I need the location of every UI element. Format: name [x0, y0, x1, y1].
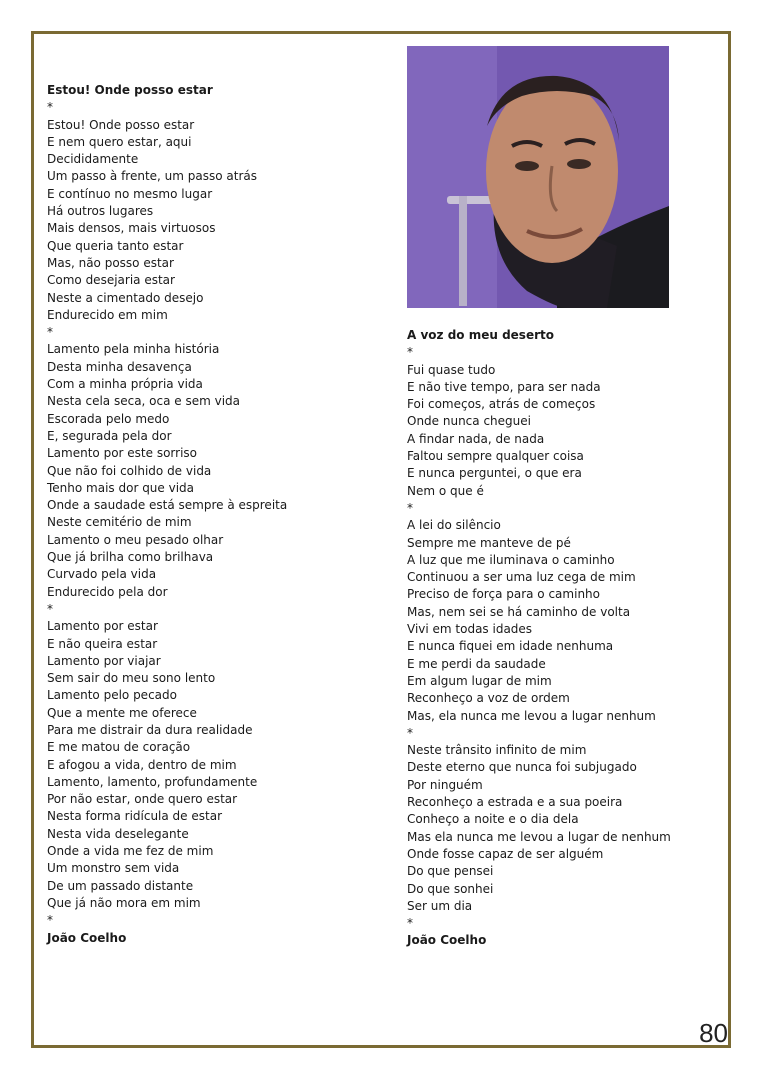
poem-line: Endurecido pela dor: [47, 584, 168, 599]
poem-line: Lamento o meu pesado olhar: [47, 532, 224, 547]
poem-line: Neste a cimentado desejo: [47, 290, 204, 305]
poem-line: Mas, não posso estar: [47, 255, 174, 270]
poem-right: [407, 327, 671, 950]
poem-line: E não tive tempo, para ser nada: [407, 379, 601, 394]
poem-line: E nunca fiquei em idade nenhuma: [407, 639, 614, 654]
poem-line: Lamento por estar: [47, 619, 158, 634]
poem-line: Reconheço a voz de ordem: [407, 691, 570, 706]
poem-line: Lamento por este sorriso: [47, 446, 197, 461]
poem-line: Curvado pela vida: [47, 567, 157, 582]
poem-line: Decididamente: [47, 152, 139, 167]
poem-line: Reconheço a estrada e a sua poeira: [407, 795, 623, 810]
poem-line: Onde a vida me fez de mim: [47, 844, 214, 859]
poem-line: Com a minha própria vida: [47, 377, 203, 392]
poem-line: Que não foi colhido de vida: [47, 463, 212, 478]
poem-line: Do que pensei: [407, 864, 494, 879]
poem-line: Desta minha desavença: [47, 359, 192, 374]
poem-line: Faltou sempre qualquer coisa: [407, 449, 584, 464]
poem-line: Do que sonhei: [407, 881, 494, 896]
poem-line: Nem o que é: [407, 483, 484, 498]
poem-line: Onde fosse capaz de ser alguém: [407, 846, 604, 861]
poem-line: *: [47, 913, 53, 928]
poem-line: Estou! Onde posso estar: [47, 117, 195, 132]
poem-author: João Coelho: [47, 930, 127, 945]
poem-title: Estou! Onde posso estar: [47, 83, 213, 97]
poem-line: Sem sair do meu sono lento: [47, 671, 216, 686]
poem-line: Para me distrair da dura realidade: [47, 722, 253, 737]
poem-line: E nunca perguntei, o que era: [407, 466, 582, 481]
poem-line: Há outros lugares: [47, 204, 154, 219]
poem-line: Preciso de força para o caminho: [407, 587, 600, 602]
poem-line: Que já brilha como brilhava: [47, 550, 214, 565]
poem-line: *: [407, 916, 413, 931]
poem-title: A voz do meu deserto: [407, 328, 554, 342]
poem-line: De um passado distante: [47, 878, 194, 893]
poem-line: E me matou de coração: [47, 740, 191, 755]
poem-line: E me perdi da saudade: [407, 656, 546, 671]
poem-line: Foi começos, atrás de começos: [407, 397, 596, 412]
poem-line: *: [407, 725, 413, 740]
poem-line: Lamento pela minha história: [47, 342, 220, 357]
poem-line: Deste eterno que nunca foi subjugado: [407, 760, 637, 775]
portrait-illustration: [407, 46, 669, 308]
poem-line: Como desejaria estar: [47, 273, 175, 288]
poem-line: *: [407, 500, 413, 515]
poem-line: *: [47, 100, 53, 115]
poem-line: Por ninguém: [407, 777, 483, 792]
poem-line: Endurecido em mim: [47, 307, 168, 322]
poem-line: Onde a saudade está sempre à espreita: [47, 498, 288, 513]
page-number: 80: [699, 1018, 728, 1048]
poem-line: Que queria tanto estar: [47, 238, 184, 253]
poem-line: E afogou a vida, dentro de mim: [47, 757, 237, 772]
poem-line: Escorada pelo medo: [47, 411, 170, 426]
poem-line: Sempre me manteve de pé: [407, 535, 571, 550]
poem-line: Tenho mais dor que vida: [47, 480, 195, 495]
poem-line: Neste trânsito infinito de mim: [407, 743, 587, 758]
poem-line: Lamento pelo pecado: [47, 688, 177, 703]
poem-line: Fui quase tudo: [407, 362, 496, 377]
poem-line: Mais densos, mais virtuosos: [47, 221, 216, 236]
poem-author: João Coelho: [407, 933, 487, 948]
author-portrait-photo: [407, 46, 669, 308]
poem-line: E contínuo no mesmo lugar: [47, 186, 213, 201]
poem-line: Lamento por viajar: [47, 653, 161, 668]
poem-line: Em algum lugar de mim: [407, 673, 552, 688]
poem-line: Um monstro sem vida: [47, 861, 180, 876]
poem-line: *: [47, 325, 53, 340]
poem-left: [47, 82, 287, 947]
poem-line: Nesta cela seca, oca e sem vida: [47, 394, 241, 409]
poem-line: A luz que me iluminava o caminho: [407, 552, 615, 567]
poem-line: *: [47, 601, 53, 616]
poem-line: Que a mente me oferece: [47, 705, 197, 720]
poem-line: Um passo à frente, um passo atrás: [47, 169, 258, 184]
poem-line: Onde nunca cheguei: [407, 414, 531, 429]
poem-line: Lamento, lamento, profundamente: [47, 774, 258, 789]
poem-line: A lei do silêncio: [407, 518, 501, 533]
poem-line: Vivi em todas idades: [407, 622, 533, 637]
poem-line: Por não estar, onde quero estar: [47, 792, 238, 807]
poem-line: Ser um dia: [407, 898, 473, 913]
poem-line: Nesta forma ridícula de estar: [47, 809, 222, 824]
poem-line: E não queira estar: [47, 636, 158, 651]
poem-line: Nesta vida deselegante: [47, 826, 189, 841]
poem-line: Que já não mora em mim: [47, 895, 201, 910]
poem-line: Mas, ela nunca me levou a lugar nenhum: [407, 708, 656, 723]
poem-line: E nem quero estar, aqui: [47, 134, 192, 149]
poem-line: *: [407, 345, 413, 360]
poem-line: Mas ela nunca me levou a lugar de nenhum: [407, 829, 671, 844]
poem-line: Mas, nem sei se há caminho de volta: [407, 604, 631, 619]
poem-line: Continuou a ser uma luz cega de mim: [407, 570, 636, 585]
poem-line: E, segurada pela dor: [47, 428, 172, 443]
poem-line: A findar nada, de nada: [407, 431, 545, 446]
poem-line: Neste cemitério de mim: [47, 515, 192, 530]
poem-line: Conheço a noite e o dia dela: [407, 812, 579, 827]
